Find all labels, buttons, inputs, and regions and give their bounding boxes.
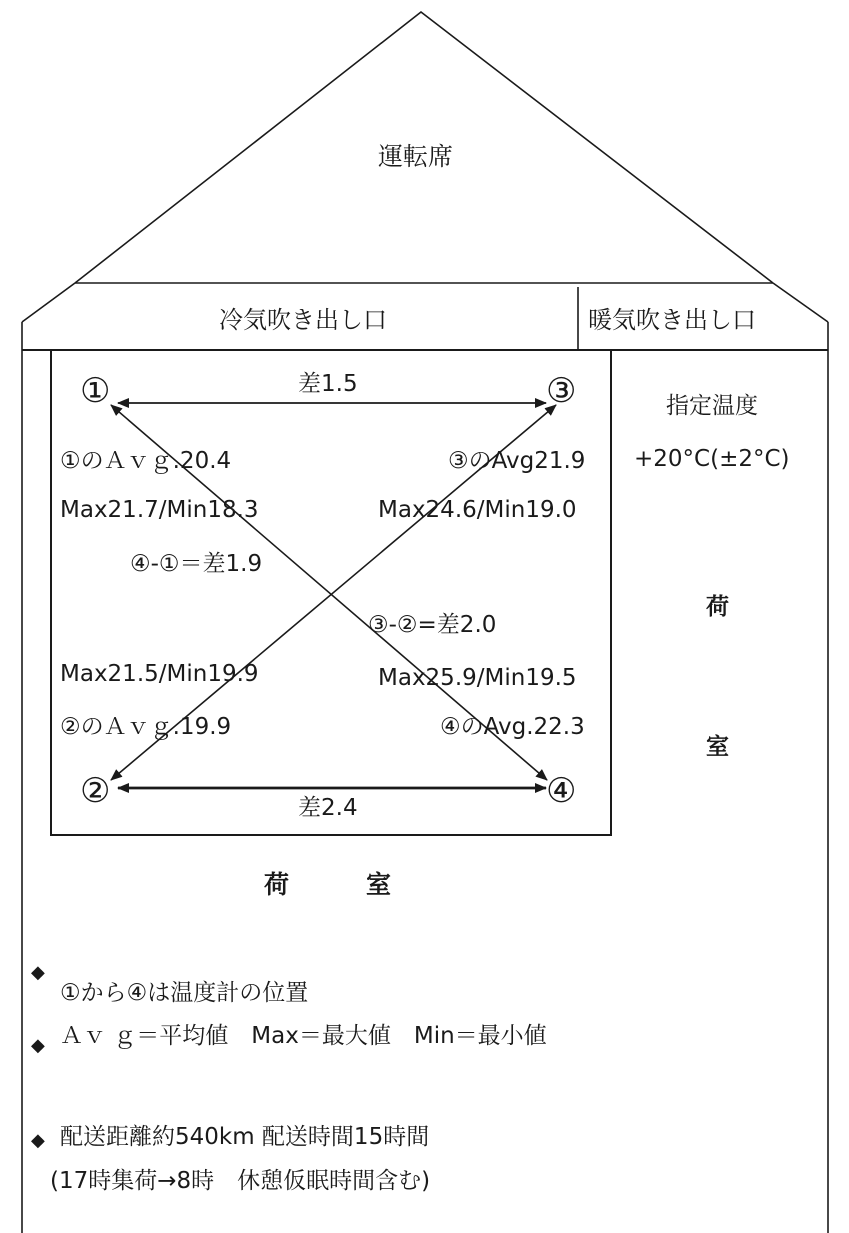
sensor-3-range: Max24.6/Min19.0 bbox=[378, 497, 577, 523]
diff-bottom-label: 差2.4 bbox=[298, 795, 358, 821]
cold-vent-label: 冷気吹き出し口 bbox=[219, 306, 387, 334]
sensor-4-marker: ④ bbox=[546, 771, 577, 811]
diff-top-label: 差1.5 bbox=[298, 371, 358, 397]
diff-4-1-label: ④-①＝差1.9 bbox=[130, 551, 263, 577]
side-cargo-char-2: 室 bbox=[706, 734, 729, 760]
sensor-2-marker: ② bbox=[80, 771, 111, 811]
sensor-3-avg: ③のAvg21.9 bbox=[448, 448, 586, 474]
warm-vent-label: 暖気吹き出し口 bbox=[588, 306, 756, 334]
sensor-3-marker: ③ bbox=[546, 371, 577, 411]
right-bevel bbox=[773, 283, 828, 322]
spec-temp-label: 指定温度 bbox=[666, 393, 758, 419]
bullet-diamond-1: ◆ bbox=[31, 962, 45, 983]
spec-temp-value: +20°C(±2°C) bbox=[634, 446, 790, 472]
sensor-1-marker: ① bbox=[80, 371, 111, 411]
cargo-label-char-1: 荷 bbox=[264, 870, 290, 899]
bullet-diamond-3: ◆ bbox=[31, 1130, 45, 1151]
sensor-2-avg: ②のＡｖｇ.19.9 bbox=[60, 714, 232, 740]
left-bevel bbox=[22, 283, 75, 322]
sensor-4-avg: ④のAvg.22.3 bbox=[440, 714, 585, 740]
note-delivery-schedule: (17時集荷→8時 休憩仮眠時間含む) bbox=[50, 1168, 431, 1194]
cargo-label-char-2: 室 bbox=[366, 870, 392, 899]
note-delivery-distance: 配送距離約540km 配送時間15時間 bbox=[60, 1124, 430, 1150]
side-cargo-char-1: 荷 bbox=[706, 594, 729, 620]
note-sensor-positions: ①から④は温度計の位置 bbox=[60, 980, 309, 1006]
sensor-1-avg: ①のＡｖｇ.20.4 bbox=[60, 448, 232, 474]
note-abbreviations: Ａｖ ｇ＝平均値 Max＝最大値 Min＝最小値 bbox=[60, 1023, 547, 1049]
diff-3-2-label: ③-②=差2.0 bbox=[368, 612, 497, 638]
driver-seat-label: 運転席 bbox=[378, 142, 454, 171]
bullet-diamond-2: ◆ bbox=[31, 1035, 45, 1056]
sensor-1-range: Max21.7/Min18.3 bbox=[60, 497, 259, 523]
sensor-4-range: Max25.9/Min19.5 bbox=[378, 665, 577, 691]
sensor-2-range: Max21.5/Min19.9 bbox=[60, 661, 259, 687]
